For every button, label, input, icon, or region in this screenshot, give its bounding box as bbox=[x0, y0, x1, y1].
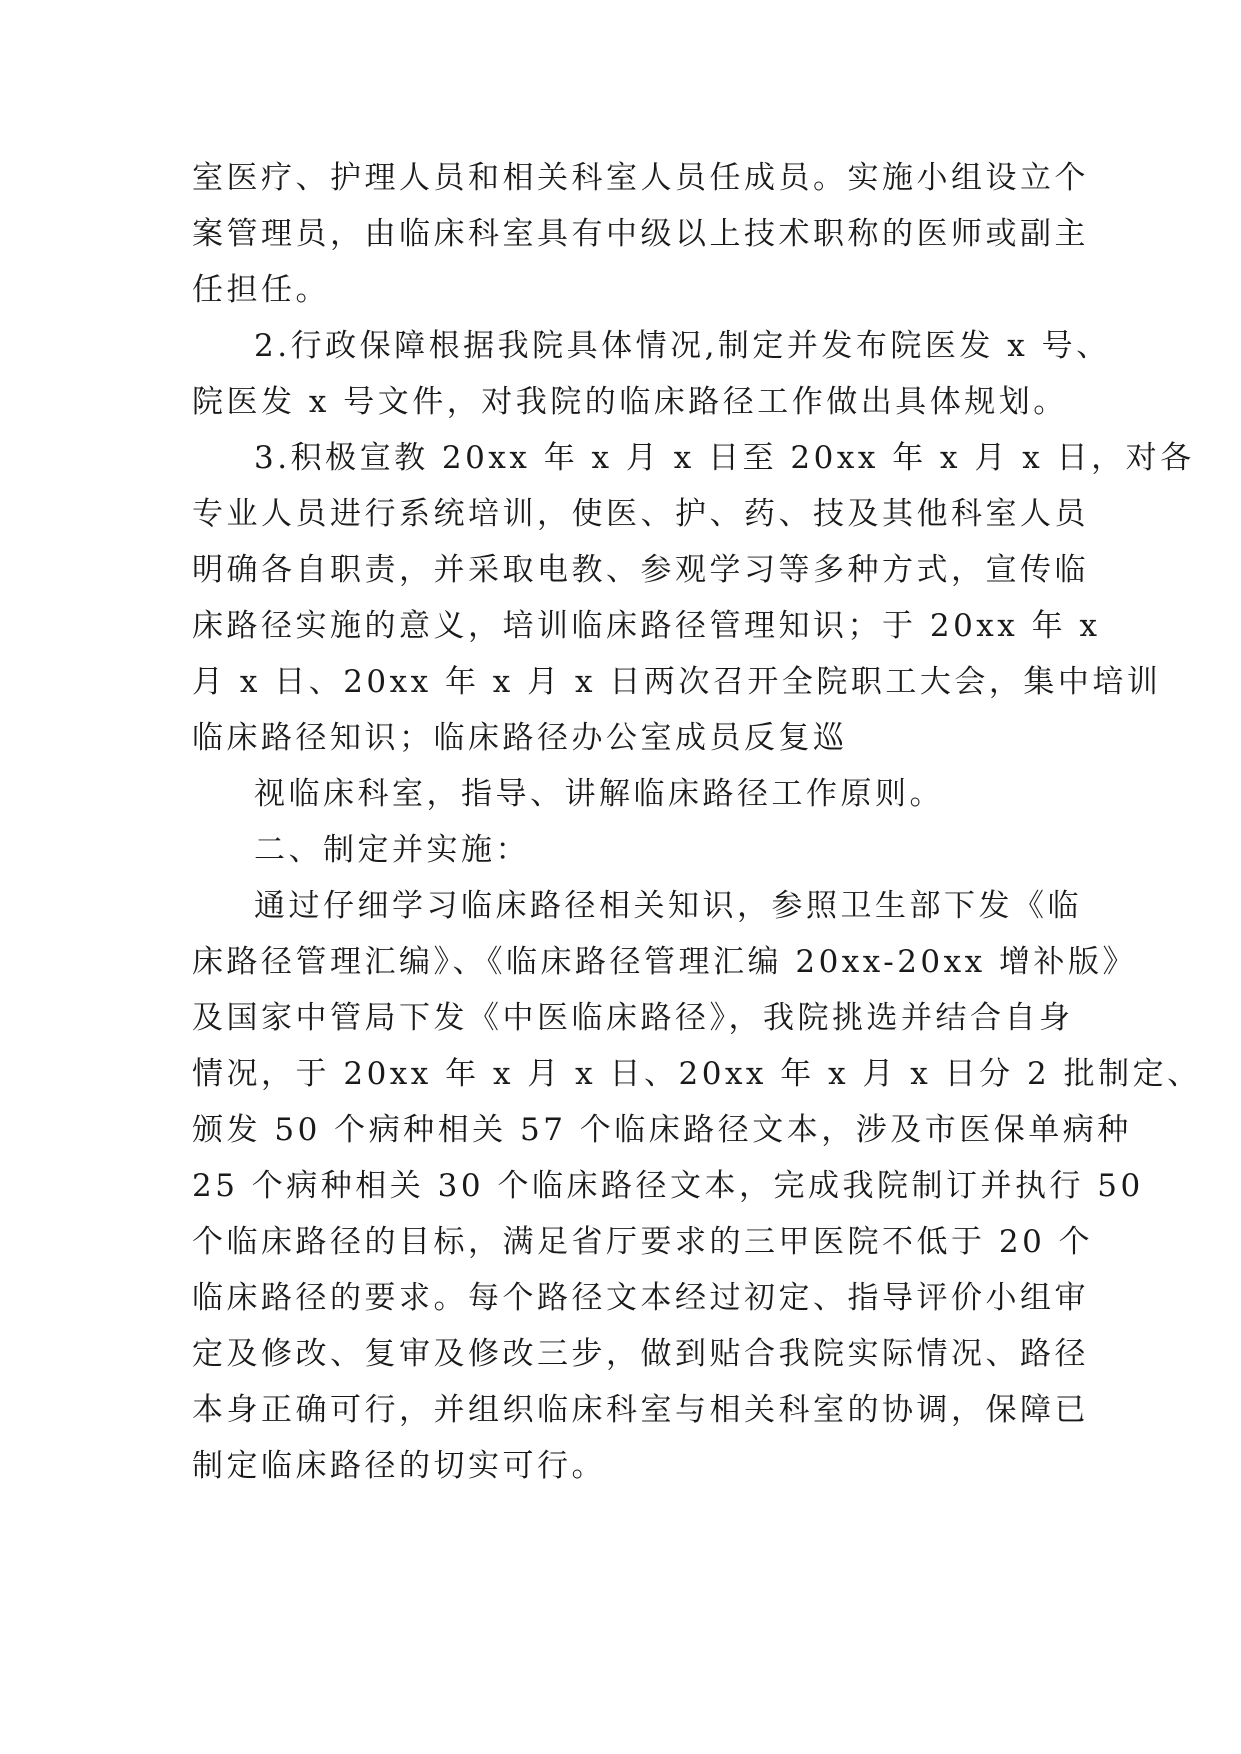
paragraph-line: 颁发 50 个病种相关 57 个临床路径文本，涉及市医保单病种 bbox=[192, 1112, 1132, 1148]
paragraph-line: 个临床路径的目标，满足省厅要求的三甲医院不低于 20 个 bbox=[192, 1224, 1094, 1260]
paragraph-line: 床路径实施的意义，培训临床路径管理知识；于 20xx 年 x bbox=[192, 608, 1101, 644]
paragraph-line: 2.行政保障根据我院具体情况,制定并发布院医发 x 号、 bbox=[254, 328, 1111, 364]
paragraph-line: 本身正确可行，并组织临床科室与相关科室的协调，保障已 bbox=[192, 1392, 1089, 1428]
section-heading: 二、制定并实施： bbox=[254, 832, 530, 868]
paragraph-line: 案管理员，由临床科室具有中级以上技术职称的医师或副主 bbox=[192, 216, 1089, 252]
paragraph-line: 情况，于 20xx 年 x 月 x 日、20xx 年 x 月 x 日分 2 批制定、 bbox=[192, 1056, 1202, 1092]
paragraph-line: 制定临床路径的切实可行。 bbox=[192, 1448, 606, 1484]
paragraph-line: 25 个病种相关 30 个临床路径文本，完成我院制订并执行 50 bbox=[192, 1168, 1144, 1204]
paragraph-line: 临床路径知识；临床路径办公室成员反复巡 bbox=[192, 720, 848, 756]
paragraph-line: 床路径管理汇编》、《临床路径管理汇编 20xx-20xx 增补版》 bbox=[192, 944, 1137, 980]
paragraph-line: 任担任。 bbox=[192, 272, 330, 308]
paragraph-line: 专业人员进行系统培训，使医、护、药、技及其他科室人员 bbox=[192, 496, 1089, 532]
paragraph-line: 室医疗、护理人员和相关科室人员任成员。实施小组设立个 bbox=[192, 160, 1089, 196]
paragraph-line: 通过仔细学习临床路径相关知识，参照卫生部下发《临 bbox=[254, 888, 1082, 924]
paragraph-line: 3.积极宣教 20xx 年 x 月 x 日至 20xx 年 x 月 x 日，对各 bbox=[254, 440, 1195, 476]
paragraph-line: 定及修改、复审及修改三步，做到贴合我院实际情况、路径 bbox=[192, 1336, 1089, 1372]
paragraph-line: 月 x 日、20xx 年 x 月 x 日两次召开全院职工大会，集中培训 bbox=[192, 664, 1162, 700]
paragraph-line: 临床路径的要求。每个路径文本经过初定、指导评价小组审 bbox=[192, 1280, 1089, 1316]
paragraph-line: 及国家中管局下发《中医临床路径》，我院挑选并结合自身 bbox=[192, 1000, 1074, 1036]
paragraph-line: 视临床科室，指导、讲解临床路径工作原则。 bbox=[254, 776, 944, 812]
paragraph-line: 明确各自职责，并采取电教、参观学习等多种方式，宣传临 bbox=[192, 552, 1089, 588]
paragraph-line: 院医发 x 号文件，对我院的临床路径工作做出具体规划。 bbox=[192, 384, 1068, 420]
